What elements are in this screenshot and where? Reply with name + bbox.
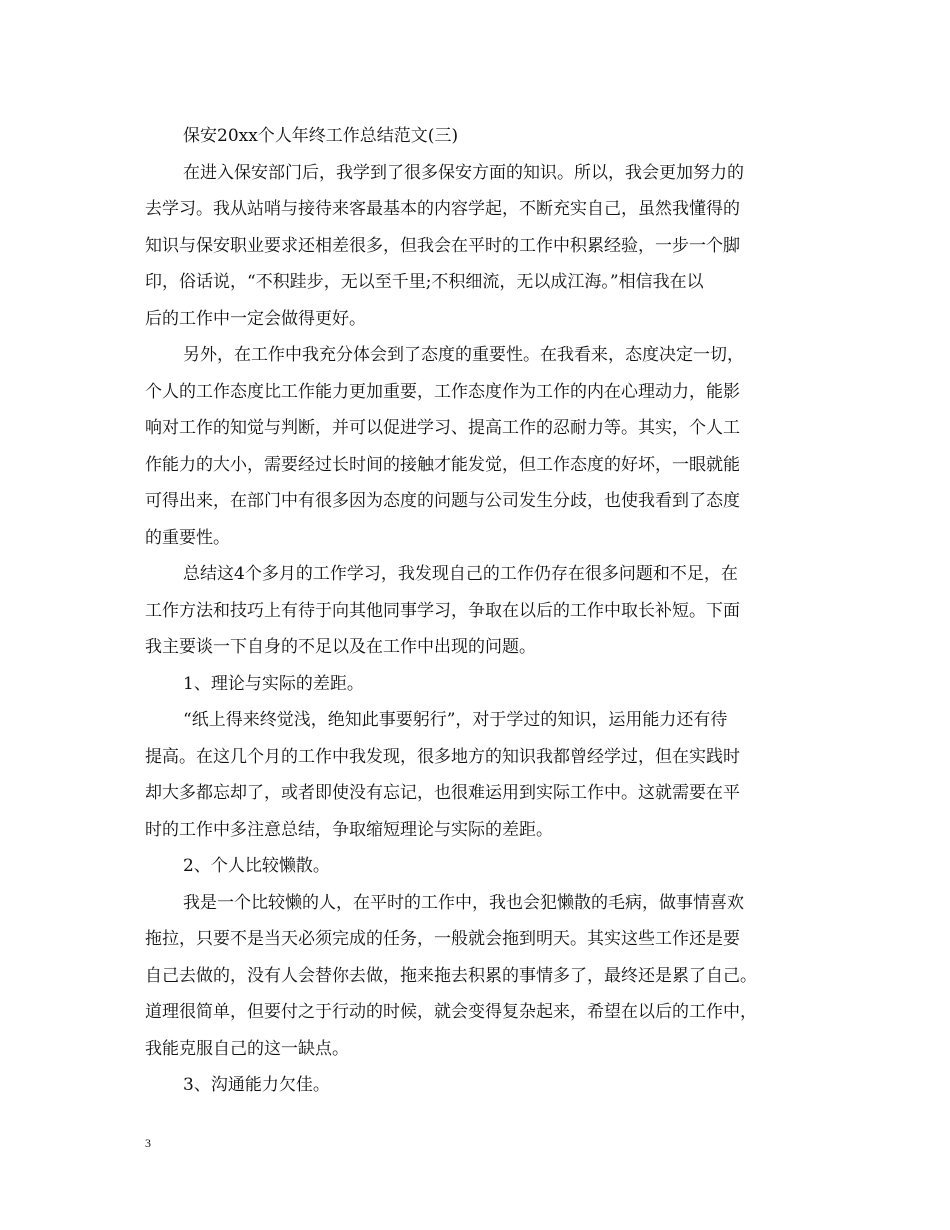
paragraph-line: 道理很简单，但要付之于行动的时候，就会变得复杂起来，希望在以后的工作中，: [145, 1002, 757, 1022]
section-heading: 1、理论与实际的差距。: [183, 673, 364, 694]
paragraph-line: 去学习。我从站哨与接待来客最基本的内容学起，不断充实自己，虽然我懂得的: [145, 199, 740, 219]
section-heading: 2、个人比较懒散。: [183, 856, 330, 876]
paragraph-line: 时的工作中多注意总结，争取缩短理论与实际的差距。: [145, 819, 553, 840]
paragraph-line: 作能力的大小，需要经过长时间的接触才能发觉，但工作态度的好坏，一眼就能: [145, 454, 740, 475]
paragraph-line: 响对工作的知觉与判断，并可以促进学习、提高工作的忍耐力等。其实，个人工: [145, 418, 740, 438]
paragraph-line: 的重要性。: [145, 527, 230, 548]
paragraph-line: “纸上得来终觉浅，绝知此事要躬行”，对于学过的知识，运用能力还有待: [183, 710, 728, 730]
paragraph-line: 提高。在这几个月的工作中我发现，很多地方的知识我都曾经学过，但在实践时: [145, 746, 740, 767]
paragraph-line: 另外，在工作中我充分体会到了态度的重要性。在我看来，态度决定一切，: [183, 345, 744, 365]
document-title: 保安20xx个人年终工作总结范文(三): [183, 126, 459, 146]
paragraph-line: 个人的工作态度比工作能力更加重要，工作态度作为工作的内在心理动力，能影: [145, 381, 740, 402]
paragraph-line: 我主要谈一下自身的不足以及在工作中出现的问题。: [145, 637, 536, 657]
paragraph-line: 在进入保安部门后，我学到了很多保安方面的知识。所以，我会更加努力的: [183, 162, 744, 183]
paragraph-line: 却大多都忘却了，或者即使没有忘记，也很难运用到实际工作中。这就需要在平: [145, 783, 740, 803]
paragraph-line: 知识与保安职业要求还相差很多，但我会在平时的工作中积累经验，一步一个脚: [145, 235, 740, 256]
paragraph-line: 工作方法和技巧上有待于向其他同事学习，争取在以后的工作中取长补短。下面: [145, 600, 740, 621]
paragraph-line: 拖拉，只要不是当天必须完成的任务，一般就会拖到明天。其实这些工作还是要: [145, 929, 740, 949]
paragraph-line: 可得出来，在部门中有很多因为态度的问题与公司发生分歧，也使我看到了态度: [145, 491, 740, 511]
paragraph-line: 总结这4个多月的工作学习，我发现自己的工作仍存在很多问题和不足，在: [183, 564, 738, 584]
document-body: [145, 118, 810, 1104]
paragraph-line: 后的工作中一定会做得更好。: [145, 308, 366, 329]
section-heading: 3、沟通能力欠佳。: [183, 1075, 330, 1095]
page-number: 3: [145, 1136, 151, 1150]
paragraph-line: 自己去做的，没有人会替你去做，拖来拖去积累的事情多了，最终还是累了自己。: [145, 965, 757, 986]
paragraph-line: 印，俗话说，“不积跬步，无以至千里;不积细流，无以成江海。”相信我在以: [145, 272, 704, 292]
paragraph-line: 我是一个比较懒的人，在平时的工作中，我也会犯懒散的毛病，做事情喜欢: [183, 892, 744, 913]
paragraph-line: 我能克服自己的这一缺点。: [145, 1038, 349, 1059]
